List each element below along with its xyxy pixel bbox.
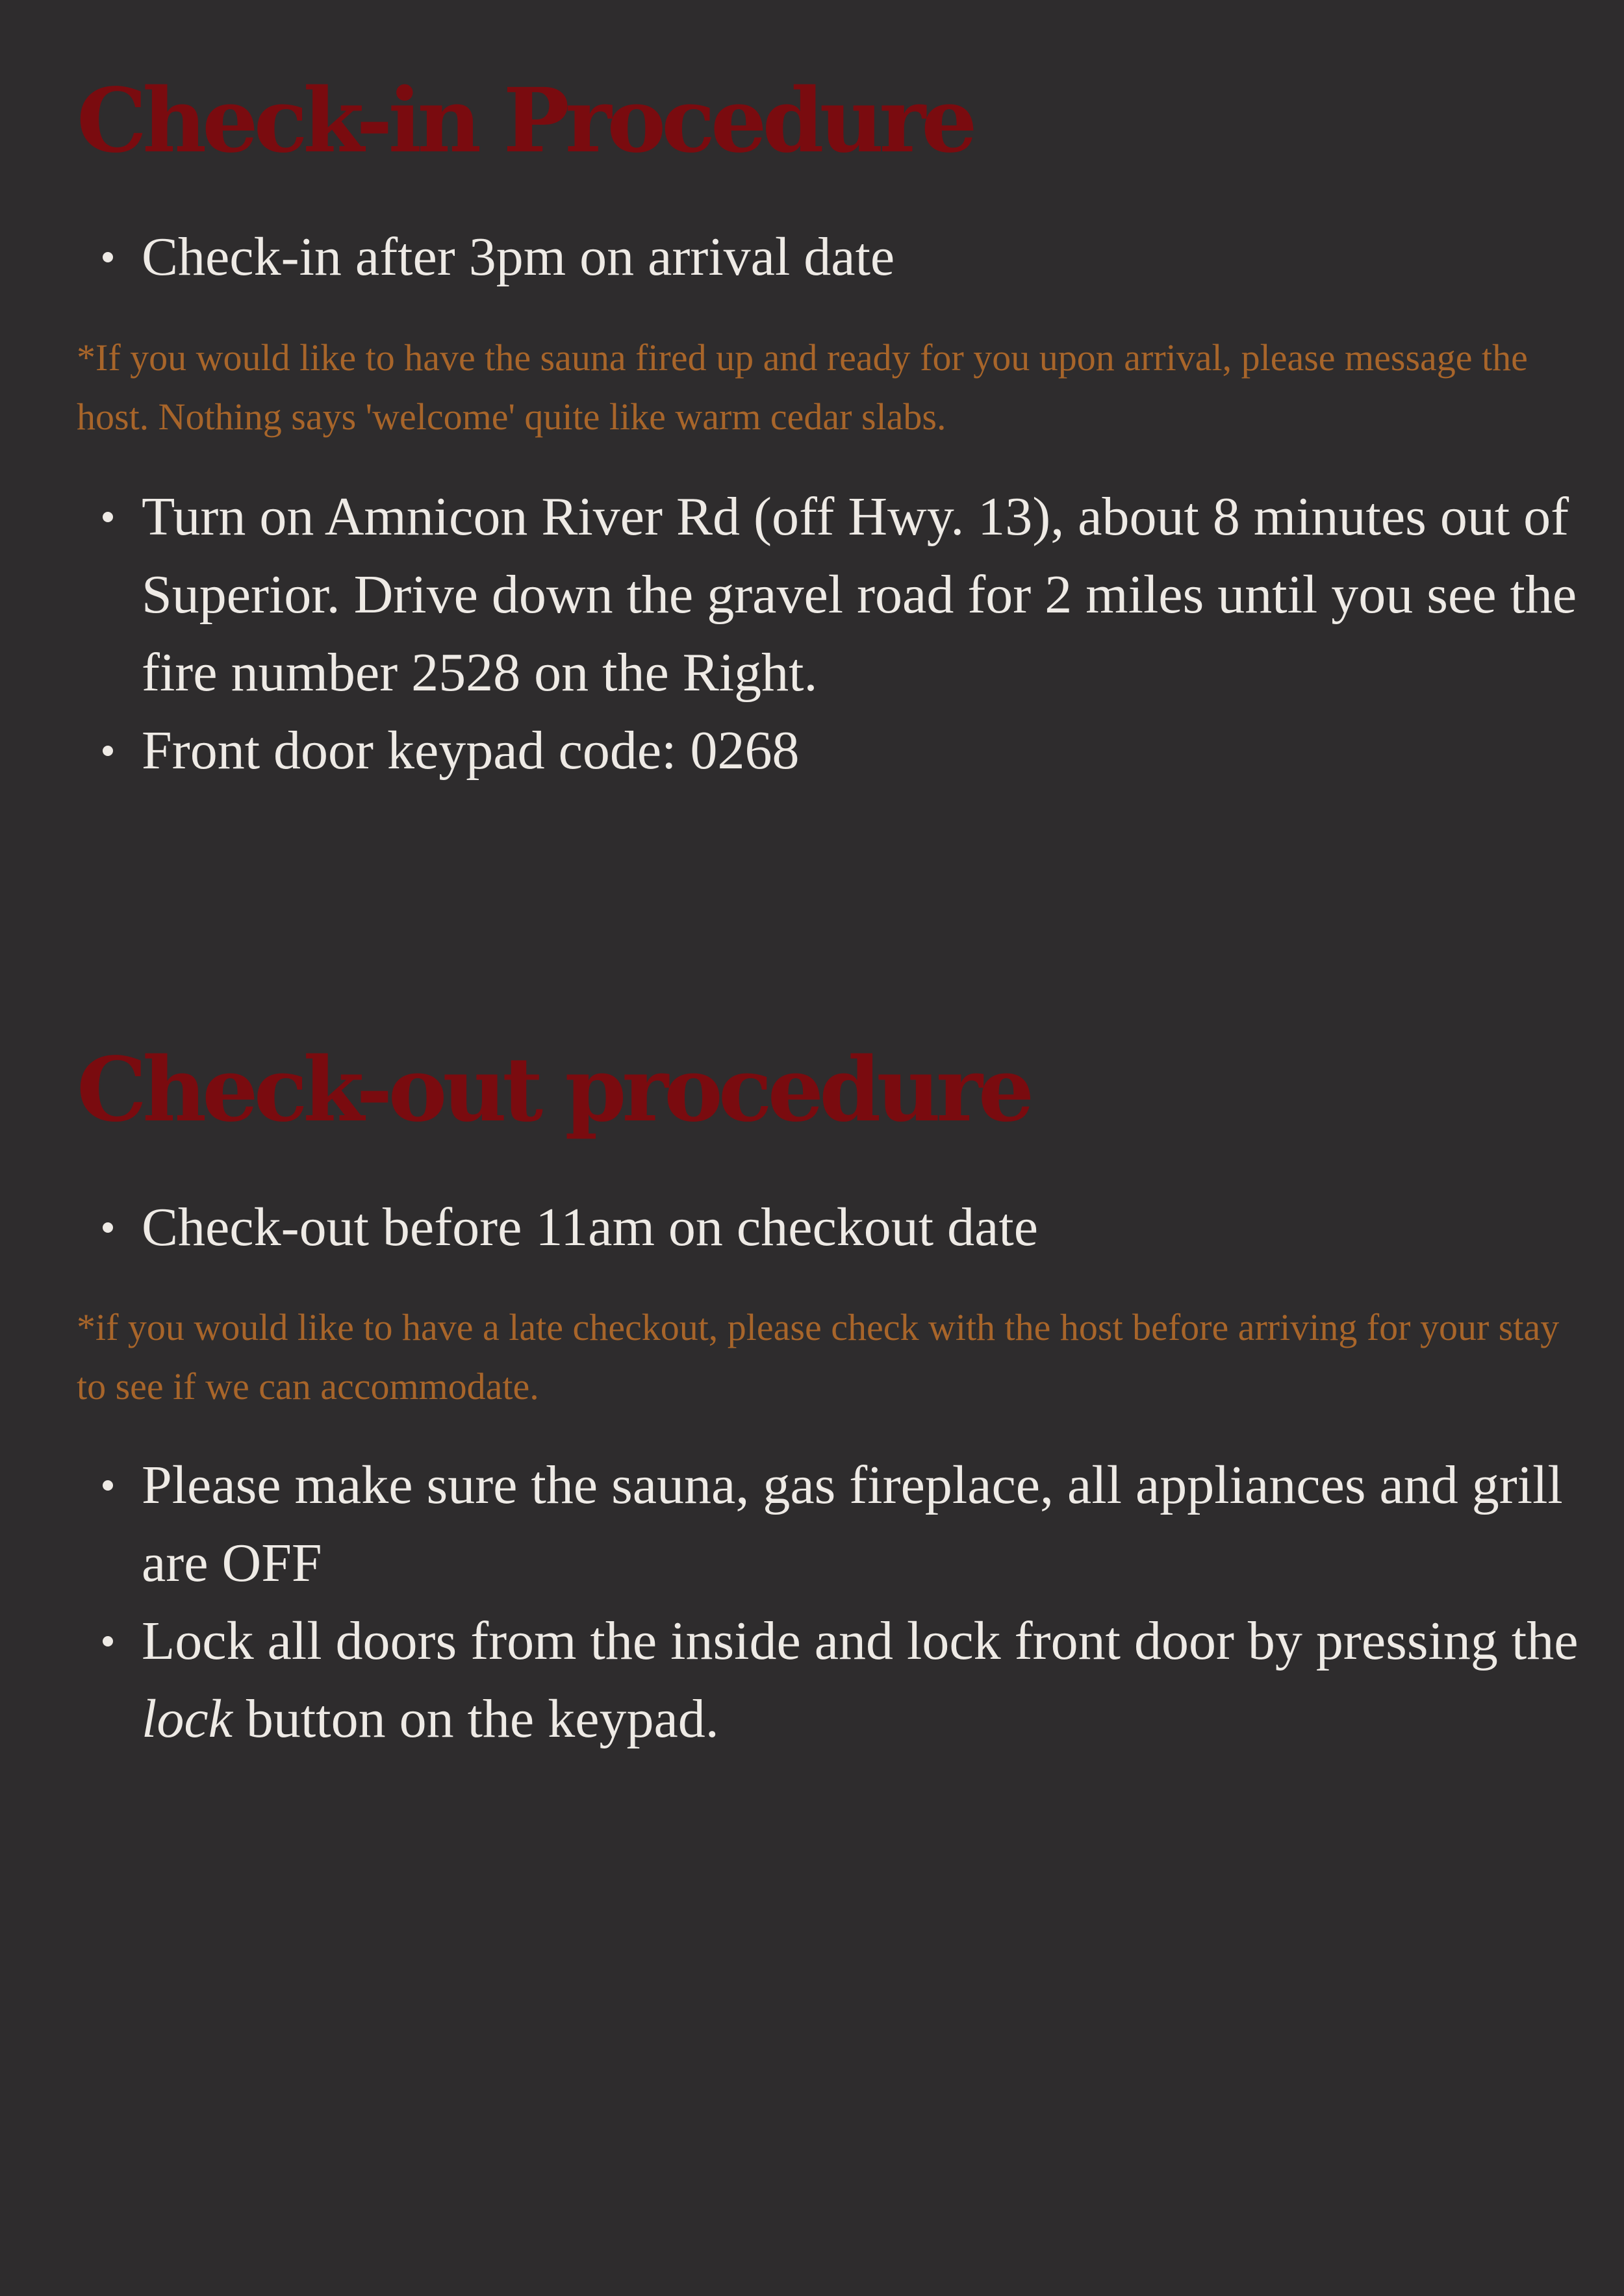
checkout-title: Check-out procedure [77,1038,1030,1142]
checkin-list [77,218,1623,296]
appliances-off-item: Please make sure the sauna, gas fireplace, all appliances and grill are OFF [77,1446,1623,1602]
checkin-directions-list [77,478,1623,790]
lock-word: lock [142,1689,233,1749]
late-checkout-note: *if you would like to have a late checkout, please check with the host before arriving for your stay to see if we can accommodate. [77,1306,1560,1407]
sauna-note: *If you would like to have the sauna fired up and ready for you upon arrival, please message the host. Nothing says 'welcome' quite like warm cedar slabs. [77,336,1528,438]
checkin-title: Check-in Procedure [77,69,973,173]
lock-doors-text-after: button on the keypad. [232,1689,719,1749]
lock-doors-text-before: Lock all doors from the inside and lock front door by pressing the [142,1611,1579,1671]
keypad-code-item: Front door keypad code: 0268 [77,712,1623,790]
lock-doors-item [77,1602,1623,1758]
checkout-list [77,1189,1623,1267]
checkin-time-item: Check-in after 3pm on arrival date [77,218,1623,296]
checkout-time-item: Check-out before 11am on checkout date [77,1189,1623,1267]
checkout-steps-list [77,1446,1623,1758]
directions-item: Turn on Amnicon River Rd (off Hwy. 13), about 8 minutes out of Superior. Drive down the gravel road for 2 miles until you see the fire number 2528 on the Right. [77,478,1623,712]
